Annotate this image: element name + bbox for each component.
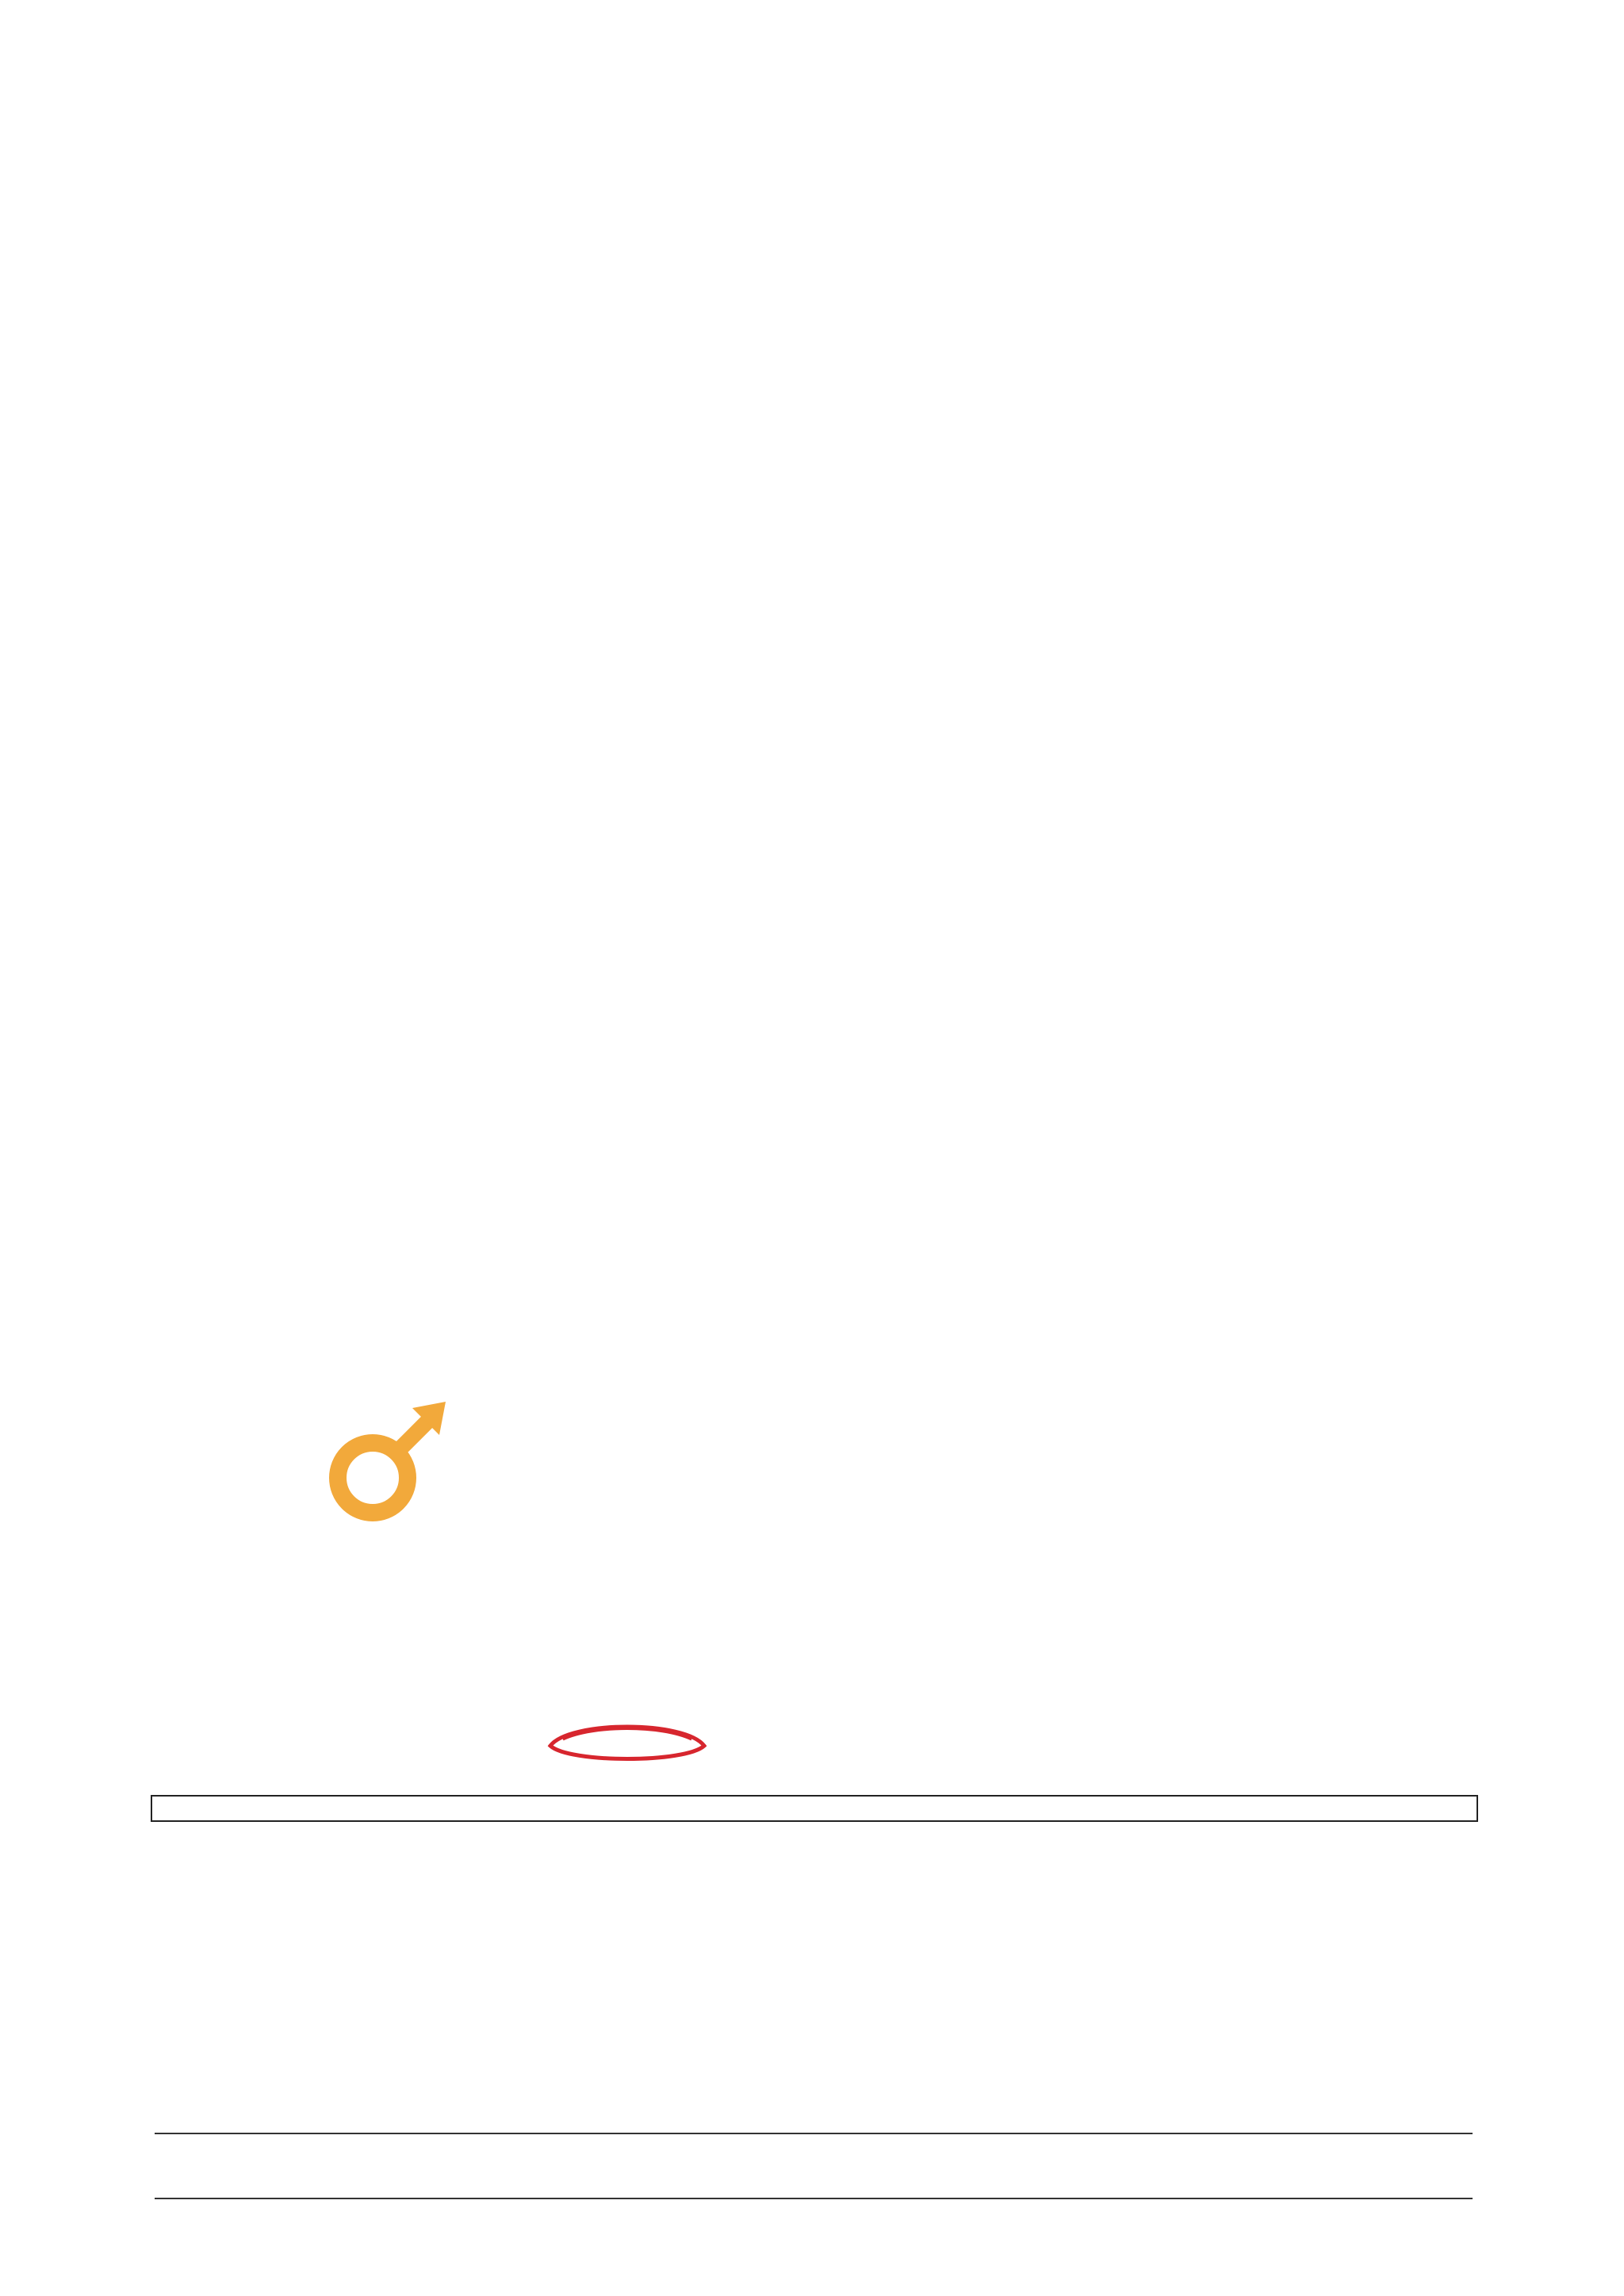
takeda-logo xyxy=(546,1716,709,1768)
contacts-heading xyxy=(151,1795,1478,1822)
footer-rule-bottom xyxy=(155,2198,1473,2199)
europa-uomo-logo xyxy=(151,1340,452,1522)
male-symbol-icon xyxy=(338,1402,446,1513)
secretariat-block xyxy=(484,1365,1456,1406)
secretariat-contact-line xyxy=(484,1365,1456,1406)
footer-rule-top xyxy=(155,2133,1473,2134)
